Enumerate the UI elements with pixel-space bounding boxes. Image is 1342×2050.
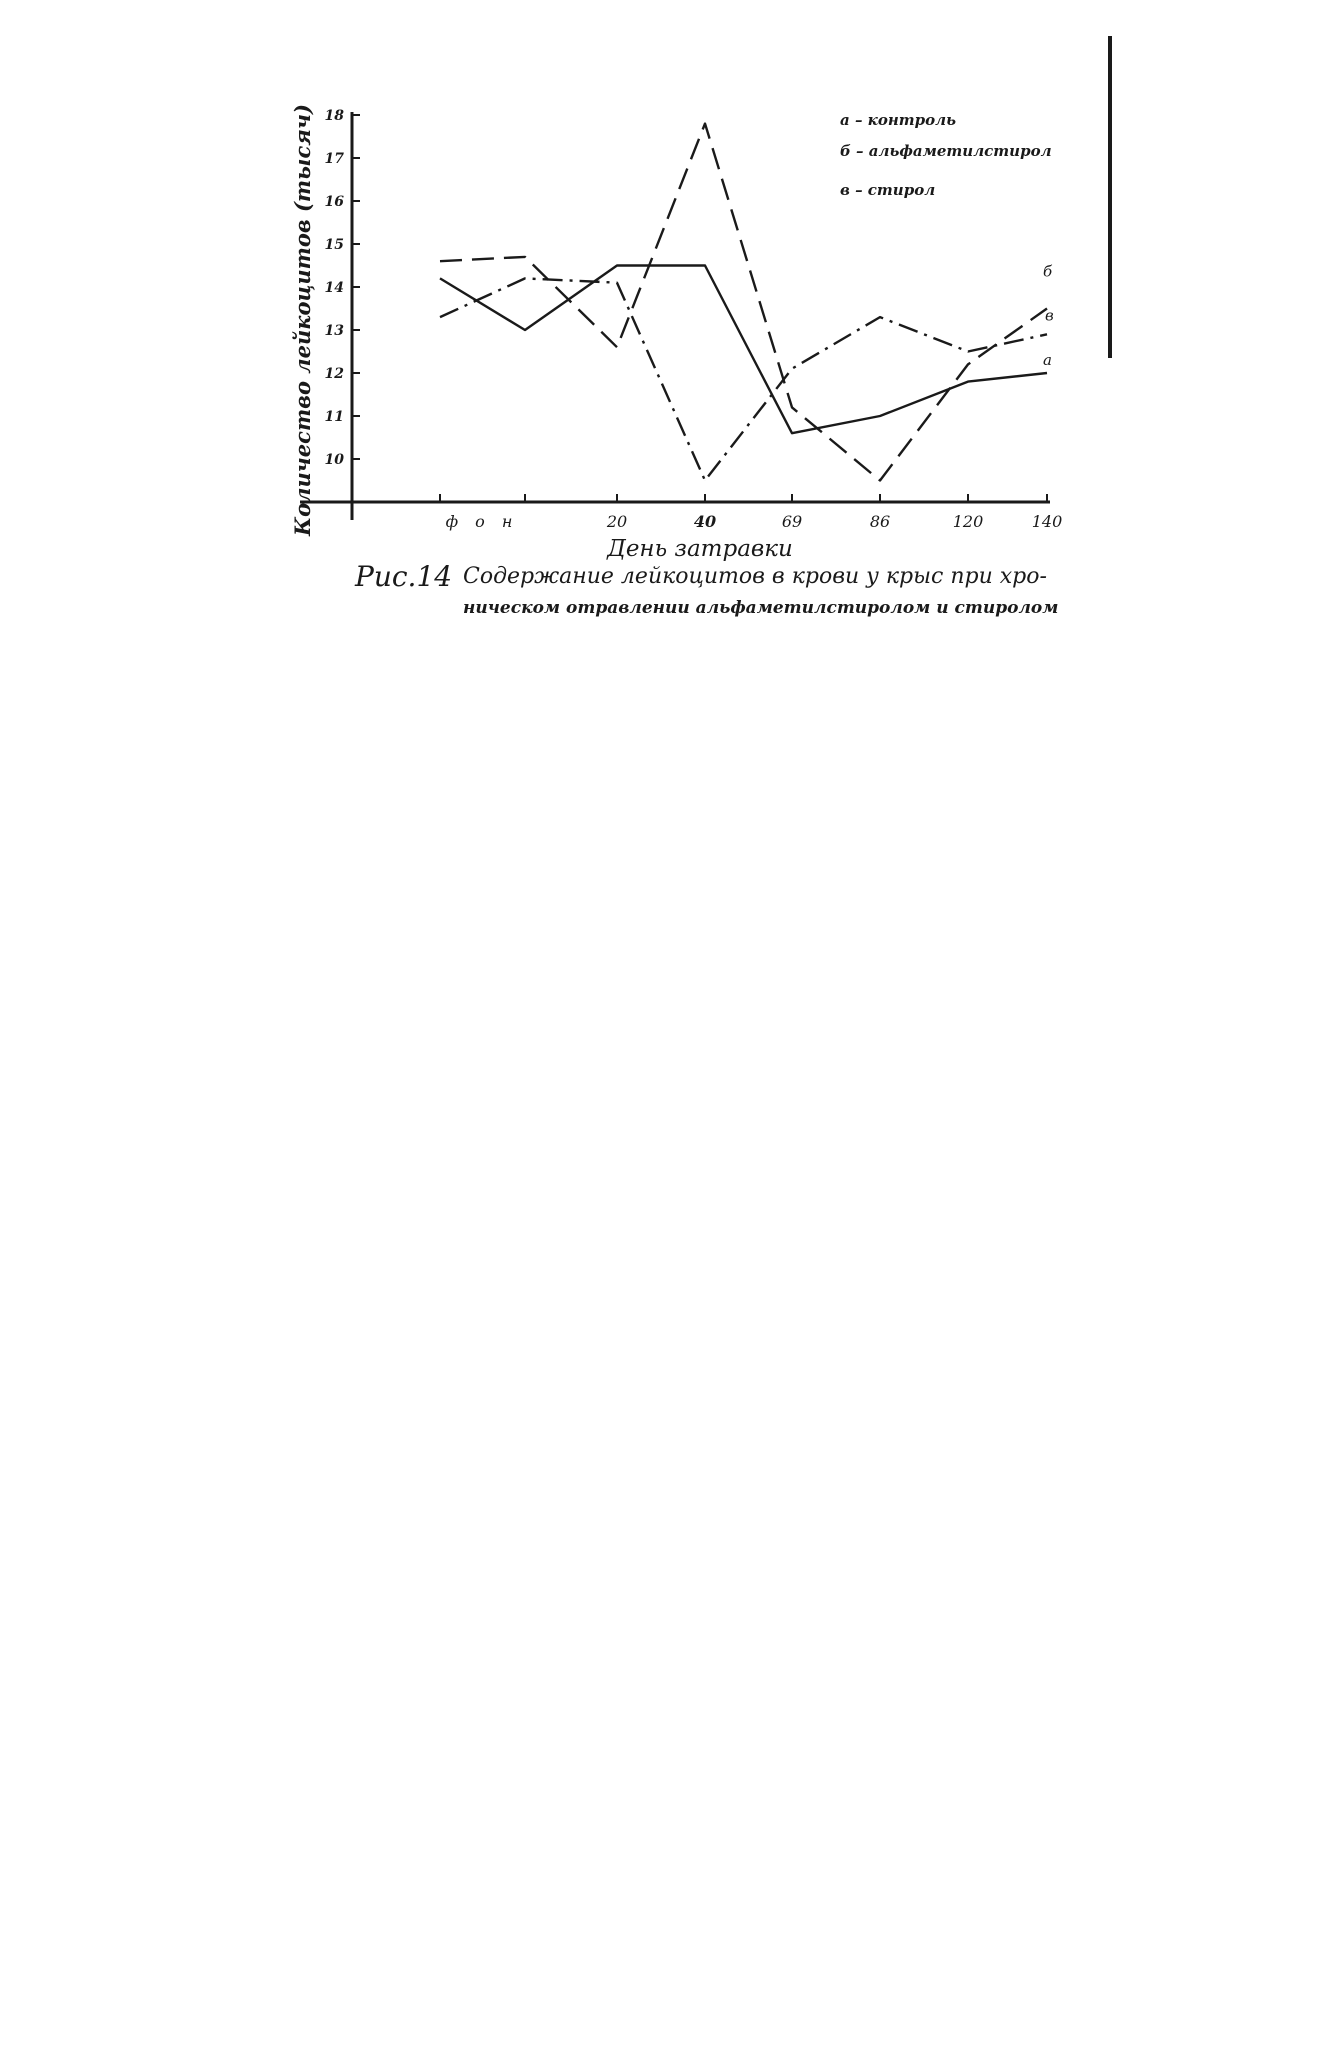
series-line-v (440, 278, 1047, 480)
legend-entry-a: а – контроль (840, 111, 956, 129)
x-axis-title: День затравки (607, 536, 793, 562)
y-tick-label: 10 (324, 452, 344, 468)
y-tick-label: 17 (324, 151, 344, 167)
x-tick-label: 86 (869, 512, 891, 531)
x-ticks (440, 494, 1062, 531)
y-tick-label: 18 (324, 108, 344, 124)
x-tick-label: 120 (952, 512, 984, 531)
x-tick-label: ф о н (445, 512, 519, 531)
y-tick-label: 16 (324, 194, 344, 210)
scan-edge-bar (1108, 36, 1112, 358)
y-ticks (325, 108, 360, 468)
legend (840, 111, 1052, 199)
series-end-label-a: а (1043, 351, 1052, 369)
series-end-label-v: в (1045, 306, 1054, 325)
x-tick-label: 40 (693, 512, 717, 531)
x-tick-label: 140 (1031, 512, 1063, 531)
figure-number: Рис.14 (355, 560, 453, 593)
x-tick-label: 20 (606, 512, 628, 531)
series-lines (440, 124, 1047, 481)
chart (0, 0, 1342, 600)
y-tick-label: 14 (324, 280, 344, 296)
y-tick-label: 15 (324, 237, 344, 253)
y-tick-label: 12 (324, 366, 344, 382)
series-line-b (440, 124, 1047, 481)
series-end-label-b: б (1043, 262, 1053, 281)
legend-entry-v: в – стирол (840, 181, 936, 199)
y-tick-label: 11 (324, 409, 344, 425)
caption-line-2: ническом отравлении альфаметилстиролом и стиролом (463, 598, 1059, 618)
legend-entry-b: б – альфаметилстирол (840, 142, 1052, 160)
series-end-labels (1043, 263, 1054, 370)
y-tick-label: 13 (324, 323, 344, 339)
x-tick-label: 69 (781, 512, 803, 531)
caption-line-1: Содержание лейкоцитов в крови у крыс при хро- (463, 564, 1047, 589)
y-axis-title: Количество лейкоцитов (тысяч) (290, 104, 315, 536)
series-line-a (440, 266, 1047, 434)
